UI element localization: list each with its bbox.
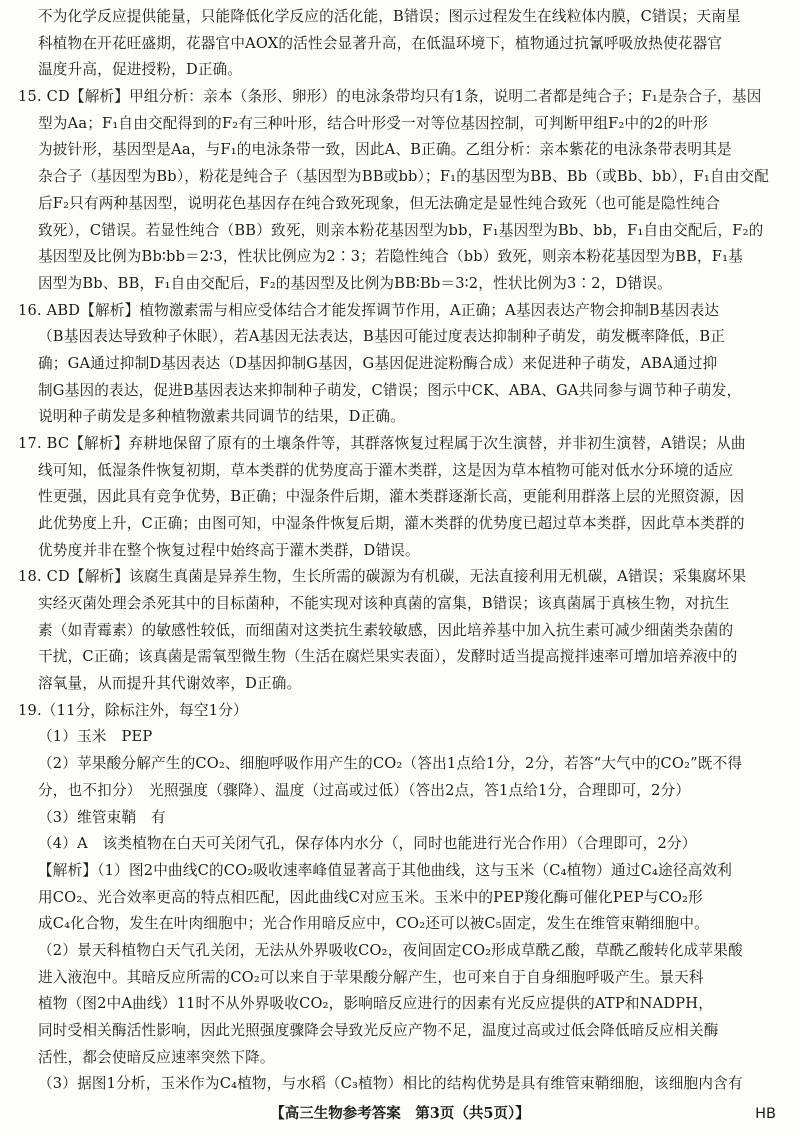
text-line: 溶氧量，从而提升其代谢效率，D正确。 xyxy=(38,675,302,693)
text-line: 因型为Bb、BB，F₁自由交配后，F₂的基因型及比例为BB∶Bb＝3∶2，性状比例为3∶2，D错误。 xyxy=(38,274,672,292)
text-line: 19.（11分，除标注外，每空1分） xyxy=(18,701,248,719)
text-line: 成C₄化合物，发生在叶肉细胞中；光合作用暗反应中，CO₂还可以被C₅固定，发生在维管束鞘细胞中。 xyxy=(38,915,709,933)
text-line: 植物（图2中A曲线）11时不从外界吸收CO₂，影响暗反应进行的因素有光反应提供的ATP和NADPH， xyxy=(38,995,714,1013)
text-line: 致死），C错误。若显性纯合（BB）致死，则亲本粉花基因型为bb，F₁基因型为Bb、bb，F₁自由交配后，F₂的 xyxy=(38,221,764,239)
text-line: 后F₂只有两种基因型，说明花色基因存在纯合致死现象，但无法确定是显性纯合致死（也可能是隐性纯合 xyxy=(38,194,721,212)
page-footer: 【高三生物参考答案 第3页（共5页）】 xyxy=(270,1105,530,1122)
text-line: 素（如青霉素）的敏感性较低，而细菌对这类抗生素较敏感，因此培养基中加入抗生素可减少细菌类杂菌的 xyxy=(38,621,734,639)
text-line: （B基因表达导致种子休眠），若A基因无法表达，B基因可能过度表达抑制种子萌发，萌发概率降低，B正 xyxy=(38,328,726,346)
text-line: 温度升高，促进授粉，D正确。 xyxy=(38,61,243,79)
text-line: 优势度并非在整个恢复过程中始终高于灌木类群，D错误。 xyxy=(38,541,420,559)
text-line: 科植物在开花旺盛期，花器官中AOX的活性会显著升高，在低温环境下，植物通过抗氰呼吸放热使花器官 xyxy=(38,34,723,52)
text-line: 型为Aa；F₁自由交配得到的F₂有三种叶形，结合叶形受一对等位基因控制，可判断甲组F₂中的2的叶形 xyxy=(38,114,709,132)
text-line: 分，也不扣分） 光照强度（骤降）、温度（过高或过低）（答出2点，答1点给1分，合理即可，2分） xyxy=(38,781,691,799)
text-line: 不为化学反应提供能量，只能降低化学反应的活化能，B错误；图示过程发生在线粒体内膜，C错误；天南星 xyxy=(38,8,741,25)
text-line: 17. BC【解析】弃耕地保留了原有的土壤条件等，其群落恢复过程属于次生演替，并非初生演替，A错误；从曲 xyxy=(18,434,746,452)
text-line: （2）苹果酸分解产生的CO₂、细胞呼吸作用产生的CO₂（答出1点给1分，2分，若答“大气中的CO₂”既不得 xyxy=(38,755,743,773)
text-line: 制G基因的表达，促进B基因表达来抑制种子萌发，C错误；图示中CK、ABA、GA共同参与调节种子萌发， xyxy=(38,381,742,399)
text-line: 18. CD【解析】该腐生真菌是异养生物，生长所需的碳源为有机碳，无法直接利用无机碳，A错误；采集腐坏果 xyxy=(18,568,747,586)
text-line: 同时受相关酶活性影响，因此光照强度骤降会导致光反应产物不足，温度过高或过低会降低暗反应相关酶 xyxy=(38,1022,719,1039)
text-line: （2）景天科植物白天气孔关闭，无法从外界吸收CO₂，夜间固定CO₂形成草酰乙酸，草酰乙酸转化成苹果酸 xyxy=(38,941,743,959)
text-line: 干扰，C正确；该真菌是需氧型微生物（生活在腐烂果实表面），发酵时适当提高搅拌速率可增加培养液中的 xyxy=(38,648,738,666)
text-line: 活性，都会使暗反应速率突然下降。 xyxy=(38,1048,275,1066)
text-line: 16. ABD【解析】植物激素需与相应受体结合才能发挥调节作用，A正确；A基因表达产物会抑制B基因表达 xyxy=(18,301,720,319)
footer-code: HB xyxy=(755,1106,776,1122)
text-line: （3）维管束鞘 有 xyxy=(38,808,166,826)
text-line: 基因型及比例为Bb∶bb＝2∶3，性状比例应为2∶3；若隐性纯合（bb）致死，则亲本粉花基因型为BB，F₁基 xyxy=(38,248,743,266)
text-line: 性更强，因此具有竞争优势，B正确；中湿条件后期，灌木类群逐渐长高，更能利用群落上层的光照资源，因 xyxy=(38,488,745,506)
text-line: （1）玉米 PEP xyxy=(38,728,153,746)
text-line: 为披针形，基因型是Aa，与F₁的电泳条带一致，因此A、B正确。乙组分析：亲本紫花的电泳条带表明其是 xyxy=(38,141,732,159)
text-line: 确；GA通过抑制D基因表达（D基因抑制G基因，G基因促进淀粉酶合成）来促进种子萌发，ABA通过抑 xyxy=(38,354,718,372)
text-line: 【解析】（1）图2中曲线C的CO₂吸收速率峰值显著高于其他曲线，这与玉米（C₄植物）通过C₄途径高效利 xyxy=(38,861,732,879)
text-line: 实经灭菌处理会杀死其中的目标菌种，不能实现对该种真菌的富集，B错误；该真菌属于真核生物，对抗生 xyxy=(38,595,730,612)
text-line: 用CO₂、光合效率更高的特点相匹配，因此曲线C对应玉米。玉米中的PEP羧化酶可催化PEP与CO₂形 xyxy=(38,888,703,906)
text-line: 说明种子萌发是多种植物激素共同调节的结果，D正确。 xyxy=(38,408,405,426)
text-line: 15. CD【解析】甲组分析：亲本（条形、卵形）的电泳条带均只有1条，说明二者都是纯合子；F₁是杂合子，基因 xyxy=(18,88,762,105)
text-line: （4）A 该类植物在白天可关闭气孔，保存体内水分（，同时也能进行光合作用）（合理即可，2分） xyxy=(38,835,697,853)
text-line: 进入液泡中。其暗反应所需的CO₂可以来自于苹果酸分解产生，也可来自于自身细胞呼吸产生。景天科 xyxy=(38,968,704,986)
text-line: 此优势度上升，C正确；由图可知，中湿条件恢复后期，灌木类群的优势度已超过草本类群，因此草本类群的 xyxy=(38,515,745,532)
text-line: 线可知，低湿条件恢复初期，草本类群的优势度高于灌木类群，这是因为草本植物可能对低水分环境的适应 xyxy=(38,461,734,479)
text-line: （3）据图1分析，玉米作为C₄植物，与水稻（C₃植物）相比的结构优势是具有维管束鞘细胞，该细胞内含有 xyxy=(38,1075,743,1093)
text-line: 杂合子（基因型为Bb），粉花是纯合子（基因型为BB或bb）；F₁的基因型为BB、Bb（或Bb、bb），F₁自由交配 xyxy=(38,168,770,186)
